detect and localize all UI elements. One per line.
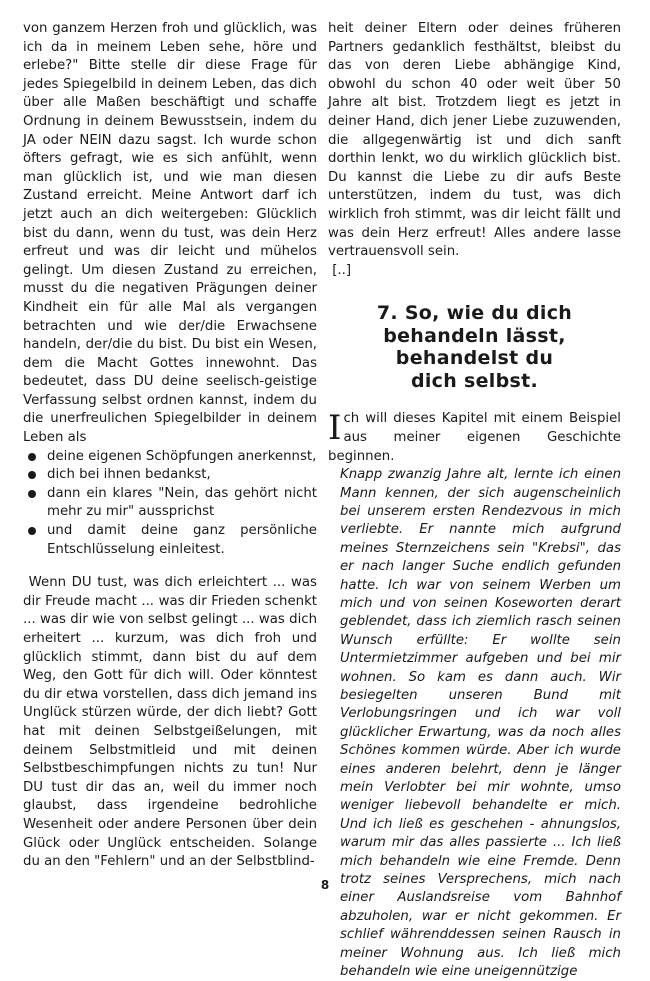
heading-line: behandeln lässt, xyxy=(383,324,566,347)
bullet-item: dann ein klares "Nein, das gehört nicht mehr zu mir" aussprichst xyxy=(23,485,317,522)
heading-line: dich selbst. xyxy=(410,369,539,392)
bullet-item: und damit deine ganz persönliche Entschlüsselung einleitest. xyxy=(23,522,317,559)
chapter-heading xyxy=(328,302,621,392)
right-column xyxy=(328,20,621,981)
intro-text: ch will dieses Kapitel mit einem Beispiel aus meiner eigenen Geschichte beginnen. xyxy=(328,411,621,464)
page-number: 8 xyxy=(320,878,330,892)
story-paragraph: Knapp zwanzig Jahre alt, lernte ich einen Mann kennen, der sich augenscheinlich bei unserem ersten Rendezvous in mich verliebte. Er nannte mich aufgrund meines Sternzeichens sein "Krebsi", das er nach langer Suche endlich gefunden hatte. Ich war von seinem Werben um mich und von seinen Koseworten derart geblendet, dass ich ziemlich rasch seinen Wunsch erfüllte: Er wollte sein Untermietzimmer aufgeben und bei mir wohnen. So kam es dann auch. Wir besiegelten unseren Bund mit Verlobungsringen und ich war voll glücklicher Erwartung, was da noch alles Schönes kommen würde. Aber ich wurde eines anderen belehrt, denn je länger mein Verlobter bei mir wohnte, umso weniger liebevoll behandelte er mich. Und ich ließ es geschehen - ahnungslos, warum mir das alles passierte ... Ich ließ mich behandeln wie eine Fremde. Denn trotz seines Versprechens, mich nach einer Auslandsreise vom Bahnhof abzuholen, war er nicht gekommen. Er schlief währenddessen seinen Rausch in meiner Wohnung aus. Ich ließ mich behandeln wie eine uneigennützige xyxy=(340,467,621,980)
intro-paragraph xyxy=(328,410,621,466)
body-paragraph: von ganzem Herzen froh und glücklich, was ich da in meinem Leben sehe, höre und erlebe?" Bitte stelle dir diese Frage für jedes Spiegelbild in deinem Leben, das dich über alle Maßen beschäftigt und schaffe Ordnung in deinem Bewusstsein, indem du JA oder NEIN dazu sagst. Ich wurde schon öfters gefragt, wie es sich anfühlt, wenn man glücklich ist, und wie man diesen Zustand erreicht. Meine Antwort darf ich jetzt auch an dich weitergeben: Glücklich bist du dann, wenn du tust, was dein Herz erfreut und was dir leicht und mühelos gelingt. Um diesen Zustand zu erreichen, musst du die negativen Prägungen deiner Kindheit ein für alle Mal als vergangen betrachten und wie der/die Erwachsene handeln, der/die du bist. Du bist ein Wesen, dem die Macht Gottes innewohnt. Das bedeutet, dass DU deine seelisch-geistige Verfassung selbst ordnen kannst, indem du die unerfreulichen Spiegelbilder in deinem Leben als xyxy=(23,21,317,446)
bullet-item: deine eigenen Schöpfungen anerkennst, xyxy=(23,448,317,467)
left-column xyxy=(23,20,322,872)
bullet-list xyxy=(23,448,317,560)
bullet-item: dich bei ihnen bedankst, xyxy=(23,466,317,485)
drop-cap: I xyxy=(328,408,342,449)
body-paragraph: heit deiner Eltern oder deines früheren Partners gedanklich festhältst, bleibst du das von deren Liebe abhängige Kind, obwohl du schon 40 oder weit über 50 Jahre alt bist. Trotzdem liegt es jetzt in deiner Hand, dich jener Liebe zuzuwenden, die allgegenwärtig ist und dich sanft dorthin lenkt, wo du wirklich glücklich bist. Du kannst die Liebe zu dir aufs Beste unterstützen, indem du tust, was dich wirklich froh stimmt, was dir leicht fällt und was dein Herz erfreut! Alles andere lasse vertrauensvoll sein. xyxy=(328,21,621,260)
body-paragraph: Wenn DU tust, was dich erleichtert ... was dir Freude macht ... was dir Frieden schenkt ... was dir wie von selbst gelingt ... was dich erheitert ... kurzum, was dich froh und glücklich stimmt, dann bist du auf dem Weg, den Gott für dich will. Oder könntest du dir etwa vorstellen, dass dich jemand ins Unglück stürzen würde, der dich liebt? Gott hat mit deinen Selbstgeißelungen, mit deinem Selbstmitleid und mit deinen Selbstbeschimpfungen nichts zu tun! Nur DU tust dir das an, weil du immer noch glaubst, dass irgendeine bedrohliche Wesenheit oder andere Personen über dein Glück oder Unglück entscheiden. Solange du an den "Fehlern" und an der Selbstblind- xyxy=(23,575,322,870)
heading-line: 7. So, wie du dich xyxy=(376,302,573,325)
heading-line: behandelst du xyxy=(395,347,554,370)
ellipsis-marker: [..] xyxy=(328,262,352,278)
